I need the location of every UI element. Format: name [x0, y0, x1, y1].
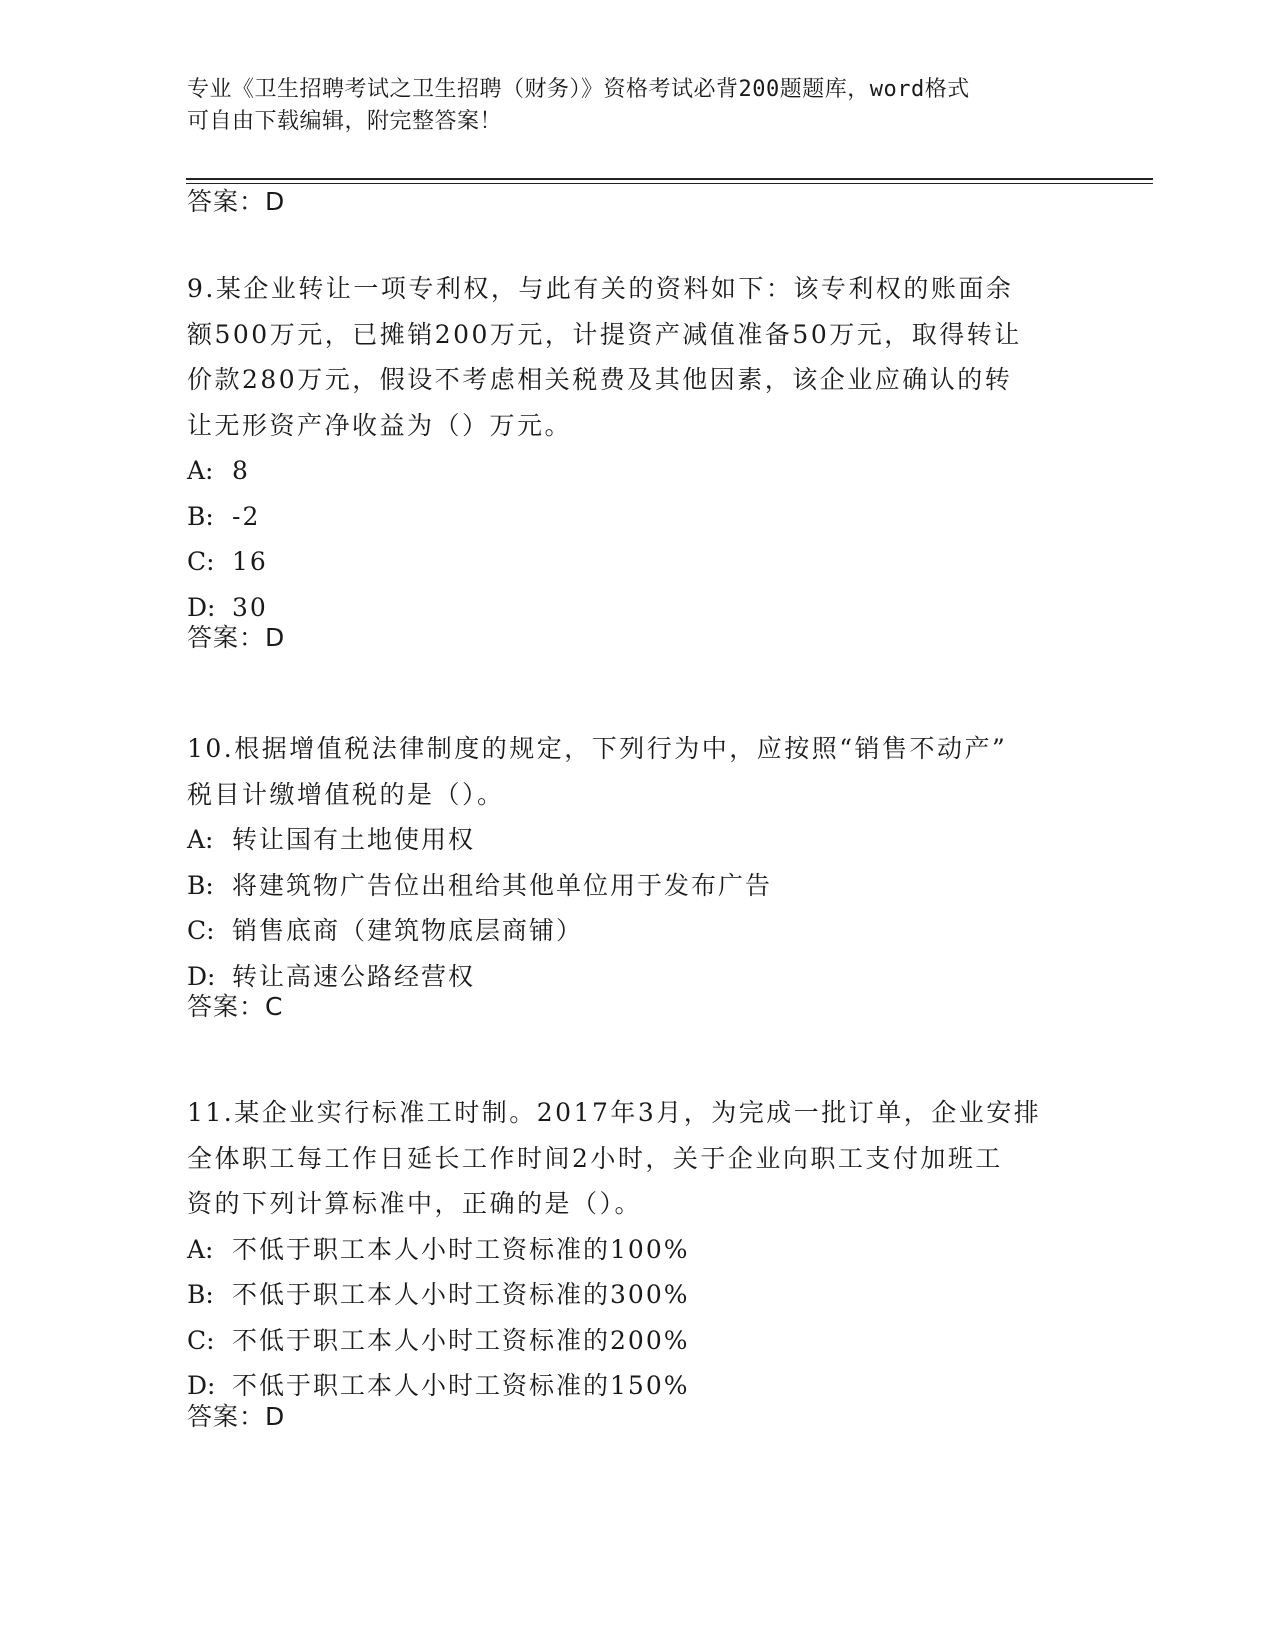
option-c	[187, 908, 1087, 954]
question-text-line: 额500万元，已摊销200万元，计提资产减值准备50万元，取得转让	[187, 319, 1022, 349]
option-text: 8	[232, 456, 250, 485]
question-text-line: 让无形资产净收益为（）万元。	[187, 410, 573, 440]
question-text-line: 价款280万元，假设不考虑相关税费及其他因素，该企业应确认的转	[187, 365, 1013, 394]
header-divider-thick	[186, 178, 1153, 180]
option-letter: B:	[187, 1280, 214, 1309]
option-letter: C:	[187, 547, 215, 576]
option-text: 转让高速公路经营权	[232, 961, 476, 991]
header-divider-thin	[186, 183, 1153, 184]
answer-10: 答案：C	[187, 992, 284, 1021]
option-text: 16	[232, 547, 268, 576]
question-text-line: 10.根据增值税法律制度的规定，下列行为中，应按照“销售不动产”	[187, 734, 1008, 763]
option-text: 不低于职工本人小时工资标准的300%	[232, 1280, 690, 1309]
question-text-line: 税目计缴增值税的是（）。	[187, 779, 505, 809]
option-text: -2	[232, 501, 261, 531]
document-header	[187, 74, 1067, 138]
question-text-line: 资的下列计算标准中，正确的是（）。	[187, 1189, 643, 1218]
option-text: 不低于职工本人小时工资标准的100%	[232, 1234, 690, 1264]
question-11	[187, 1090, 1087, 1409]
previous-answer: 答案：D	[187, 187, 286, 216]
option-letter: A:	[187, 456, 214, 485]
option-c	[187, 539, 1087, 585]
option-a	[187, 448, 1087, 494]
option-letter: D:	[187, 592, 216, 622]
option-text: 不低于职工本人小时工资标准的150%	[232, 1371, 690, 1400]
option-text: 销售底商（建筑物底层商铺）	[232, 916, 584, 945]
question-text-line: 全体职工每工作日延长工作时间2小时，关于企业向职工支付加班工	[187, 1143, 1003, 1173]
question-text-line: 9.某企业转让一项专利权，与此有关的资料如下：该专利权的账面余	[187, 274, 1014, 303]
option-text: 30	[232, 592, 268, 622]
option-b	[187, 863, 1087, 909]
option-text: 将建筑物广告位出租给其他单位用于发布广告	[232, 870, 773, 900]
option-a	[187, 1227, 1087, 1273]
header-line-2: 可自由下载编辑，附完整答案！	[187, 109, 503, 134]
option-letter: B:	[187, 501, 214, 531]
question-9	[187, 266, 1087, 630]
answer-11: 答案：D	[187, 1402, 286, 1431]
option-letter: C:	[187, 916, 215, 945]
option-text: 转让国有土地使用权	[232, 825, 476, 854]
option-b	[187, 494, 1087, 540]
option-a	[187, 817, 1087, 863]
option-text: 不低于职工本人小时工资标准的200%	[232, 1325, 690, 1355]
option-letter: D:	[187, 1371, 216, 1400]
option-d	[187, 1363, 1087, 1409]
option-letter: D:	[187, 961, 216, 991]
option-letter: A:	[187, 1234, 214, 1264]
option-letter: C:	[187, 1325, 215, 1355]
question-10	[187, 726, 1087, 999]
option-b	[187, 1272, 1087, 1318]
option-d	[187, 954, 1087, 1000]
option-c	[187, 1318, 1087, 1364]
option-d	[187, 585, 1087, 631]
header-line-1: 专业《卫生招聘考试之卫生招聘（财务）》资格考试必背200题题库，word格式	[187, 77, 970, 102]
question-text-line: 11.某企业实行标准工时制。2017年3月，为完成一批订单，企业安排	[187, 1098, 1042, 1127]
option-letter: B:	[187, 870, 214, 900]
option-letter: A:	[187, 825, 214, 854]
answer-9: 答案：D	[187, 623, 286, 652]
